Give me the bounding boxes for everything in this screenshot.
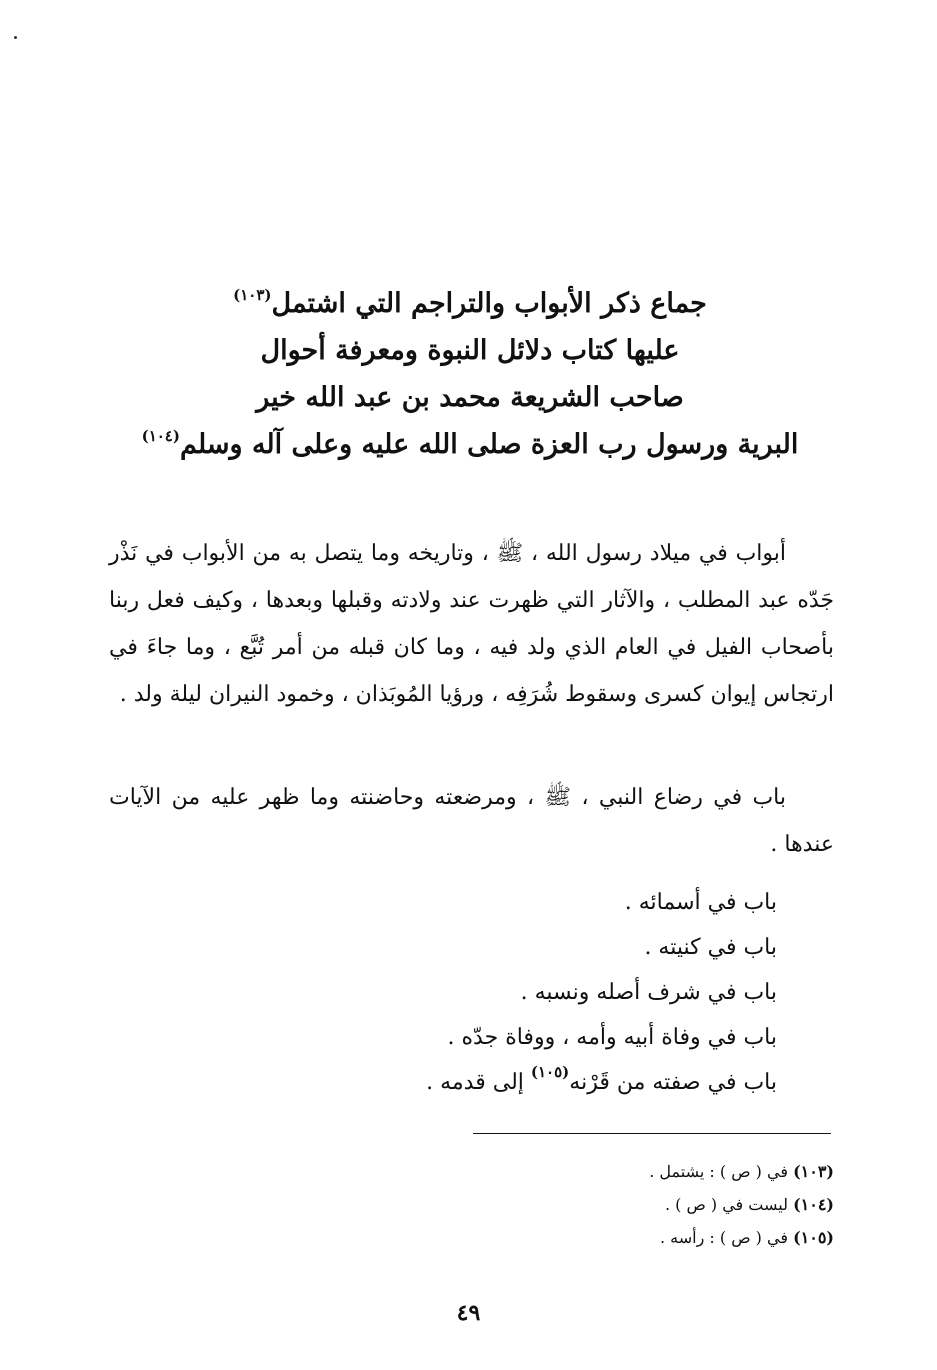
heading-line-4: البرية ورسول رب العزة صلى الله عليه وعلى آله وسلم$^{(١٠٤)}$ [141,427,799,460]
footnote: (١٠٤) ليست في ( ص ) . [664,1195,834,1214]
page-number: ٤٩ [456,1300,481,1326]
list-item: باب في أسمائه . [624,890,777,915]
footnote-ref-105: (١٠٥) [530,1063,570,1081]
chapter-heading [120,280,820,468]
heading-line-3: صاحب الشريعة محمد بن عبد الله خير [256,382,684,413]
paragraph-birth-chapters: أبواب في ميلاد رسول الله ، ﷺ ، وتاريخه وما يتصل به من الأبواب في نَذْر جَدّه عبد المطلب ، والآثار التي ظهرت عند ولادته وقبلها وبعدها ، وكيف فعل ربنا بأصحاب الفيل في العام الذي ولد فيه ، وما كان قبله من أمر تُبَّع ، وما جاءَ في ارتجاس إيوان كسرى وسقوط شُرَفِه ، ورؤيا المُوبَذان ، وخمود النيران ليلة ولد . [109,541,834,707]
heading-line-2: عليها كتاب دلائل النبوة ومعرفة أحوال [260,335,680,366]
chapter-list [177,880,777,1105]
paragraph-nursing-chapter: باب في رضاع النبي ، ﷺ ، ومرضعته وحاضنته وما ظهر عليه من الآيات عندها . [109,785,834,857]
scan-speck [14,36,17,39]
footnote-ref-103: (١٠٣) [233,286,272,304]
footnotes [234,1155,834,1254]
footnote: (١٠٥) في ( ص ) : رأسه . [660,1228,834,1247]
footnote: (١٠٣) في ( ص ) : يشتمل . [649,1162,834,1181]
list-item: باب في وفاة أبيه وأمه ، ووفاة جدّه . [447,1025,777,1050]
footnote-ref-104: (١٠٤) [141,427,180,445]
heading-line-1: جماع ذكر الأبواب والتراجم التي اشتمل$^{(١٠٣)}$ [233,286,707,319]
list-item: باب في كنيته . [644,935,777,960]
footnote-divider [473,1133,831,1134]
list-item: باب في صفته من قَرْنه$^{(١٠٥)}$ إلى قدمه . [426,1063,777,1095]
list-item: باب في شرف أصله ونسبه . [520,980,777,1005]
